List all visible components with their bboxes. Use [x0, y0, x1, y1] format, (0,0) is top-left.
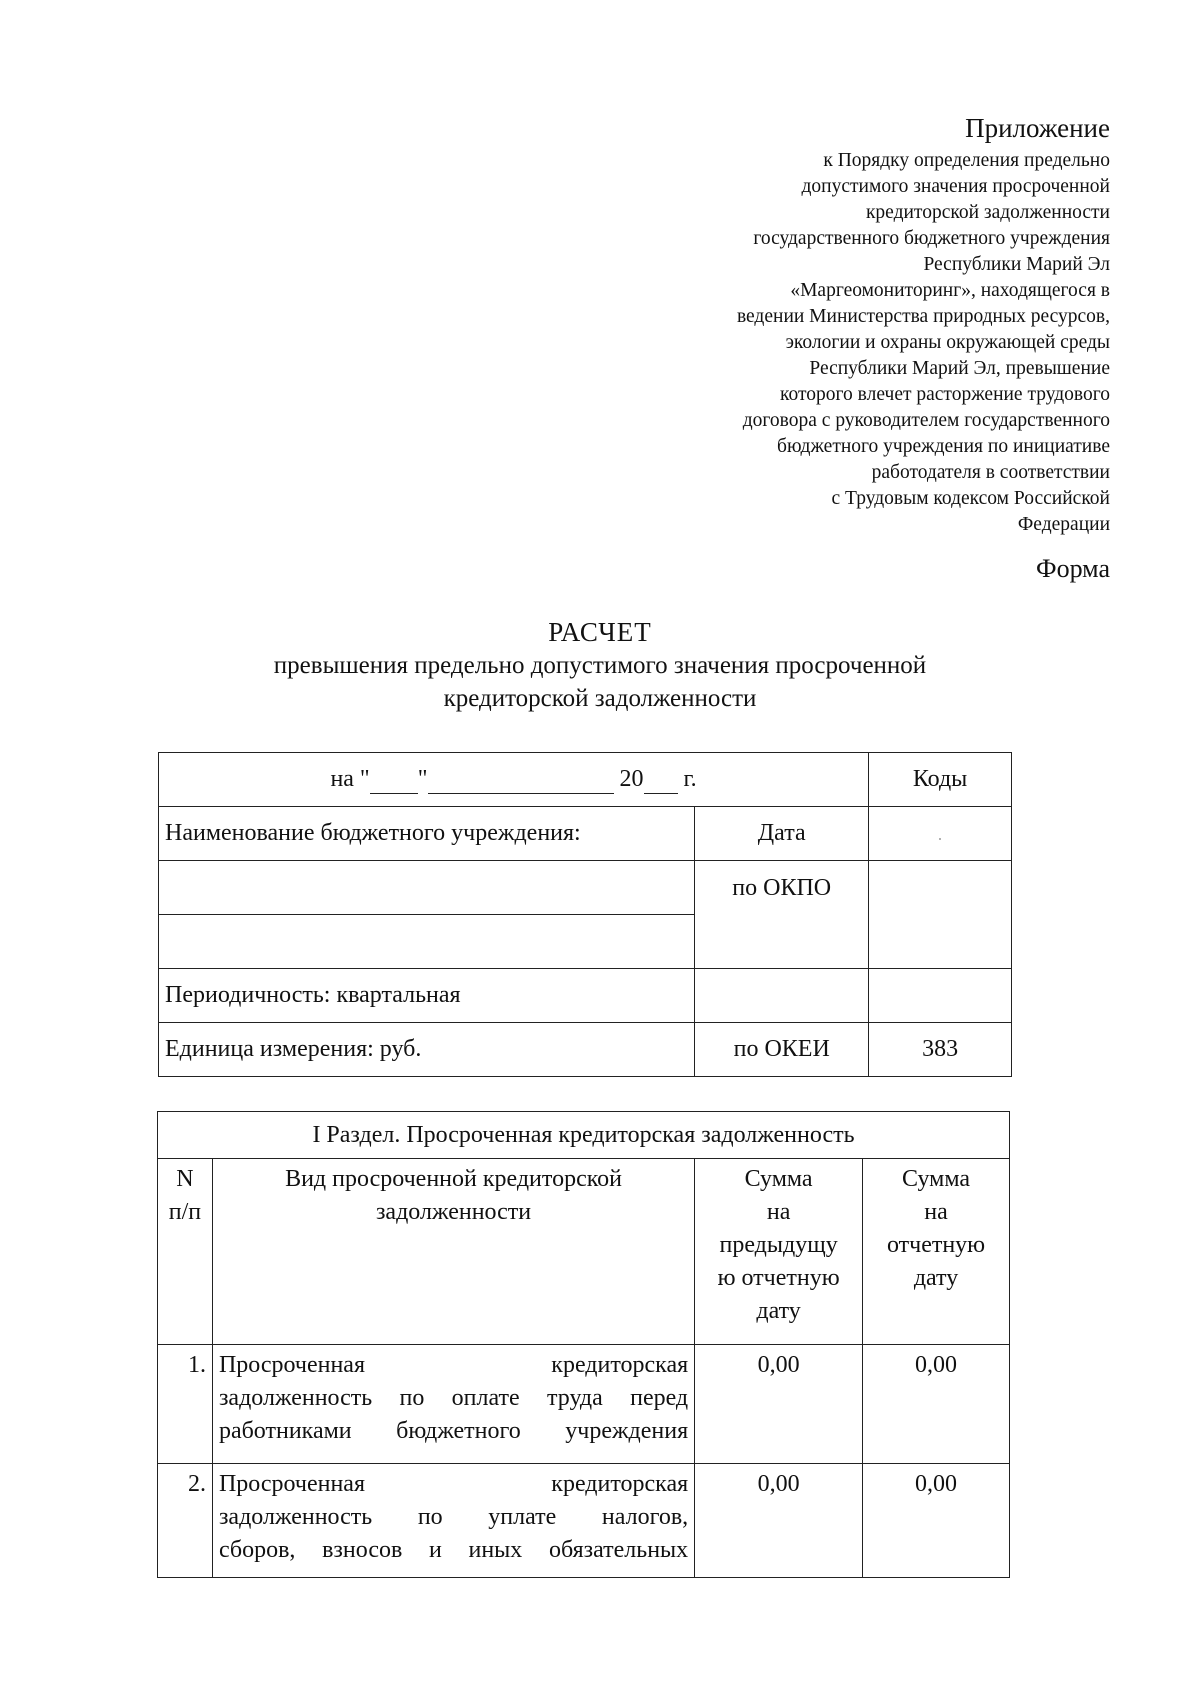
form-label: Форма [1036, 554, 1110, 583]
heading-subtitle-line: кредиторской задолженности [443, 685, 757, 712]
periodicity-empty-cell [695, 969, 869, 1023]
section-title: I Раздел. Просроченная кредиторская задолженность [158, 1112, 1010, 1159]
header-line: дату [756, 1298, 801, 1324]
column-header-number [158, 1159, 213, 1345]
unit-label: Единица измерения: руб. [159, 1023, 695, 1077]
row-previous-sum: 0,00 [695, 1345, 863, 1464]
okei-code: 383 [869, 1023, 1012, 1077]
year-blank [644, 766, 678, 794]
date-prefix: на " [330, 765, 370, 792]
row-description-line: работниками бюджетного учреждения [218, 1418, 689, 1444]
row-previous-sum: 0,00 [695, 1464, 863, 1578]
row-number: 2. [158, 1464, 213, 1578]
appendix-line: кредиторской задолженности [865, 202, 1110, 223]
appendix-line: к Порядку определения предельно [823, 150, 1110, 171]
codes-header: Коды [869, 753, 1012, 807]
appendix-line: ведении Министерства природных ресурсов, [736, 306, 1110, 327]
institution-label: Наименование бюджетного учреждения: [159, 807, 695, 861]
header-line: предыдущу [719, 1232, 838, 1258]
row-description-line: сборов, взносов и иных обязательных [218, 1537, 689, 1563]
header-line: отчетную [886, 1232, 986, 1258]
header-line: на [766, 1199, 791, 1225]
okpo-label: по ОКПО [695, 861, 869, 969]
periodicity-code-cell[interactable] [869, 969, 1012, 1023]
header-line: Сумма [744, 1166, 813, 1192]
row-description-line: Просроченная кредиторская [218, 1471, 689, 1497]
document-heading [150, 615, 1050, 715]
date-year: 20 [619, 765, 644, 792]
appendix-line: которого влечет расторжение трудового [780, 384, 1110, 405]
heading-title: РАСЧЕТ [548, 617, 652, 647]
header-line: задолженности [375, 1199, 532, 1225]
header-line: на [924, 1199, 948, 1225]
column-header-type [212, 1159, 694, 1345]
row-description [212, 1464, 694, 1578]
header-table [158, 752, 1012, 1077]
appendix-line: с Трудовым кодексом Российской [831, 488, 1110, 509]
column-header-previous-sum [695, 1159, 863, 1345]
header-line: дату [913, 1265, 959, 1291]
header-line: Вид просроченной кредиторской [285, 1166, 623, 1192]
appendix-line: Республики Марий Эл, превышение [809, 358, 1110, 379]
row-current-sum: 0,00 [863, 1464, 1010, 1578]
date-quote: " [417, 765, 428, 792]
row-description-line: задолженность по оплате труда перед [218, 1385, 689, 1411]
header-line: п/п [168, 1199, 202, 1225]
row-number: 1. [158, 1345, 213, 1464]
table-row [158, 1464, 1010, 1578]
day-blank [370, 766, 418, 794]
column-header-current-sum [863, 1159, 1010, 1345]
header-line: Сумма [902, 1166, 971, 1192]
appendix-line: бюджетного учреждения по инициативе [777, 436, 1110, 457]
header-line: ю отчетную [717, 1265, 840, 1291]
okei-label: по ОКЕИ [695, 1023, 869, 1077]
appendix-line: «Маргеомониторинг», находящегося в [790, 280, 1110, 301]
row-description-line: Просроченная кредиторская [218, 1352, 689, 1378]
appendix-line: работодателя в соответствии [871, 462, 1110, 483]
institution-name-field-1[interactable] [159, 861, 695, 915]
table-row [158, 1345, 1010, 1464]
date-code-cell[interactable] [869, 807, 1012, 861]
appendix-line: государственного бюджетного учреждения [753, 228, 1110, 249]
appendix-line: экологии и охраны окружающей среды [785, 332, 1110, 353]
scan-dot [939, 838, 941, 840]
month-blank [428, 766, 614, 794]
okpo-code-cell[interactable] [869, 861, 1012, 969]
row-description [212, 1345, 694, 1464]
report-date-cell [159, 753, 869, 807]
heading-subtitle-line: превышения предельно допустимого значения просроченной [273, 652, 927, 679]
appendix-line: договора с руководителем государственного [742, 410, 1110, 431]
section-table [157, 1111, 1010, 1578]
row-current-sum: 0,00 [863, 1345, 1010, 1464]
appendix-line: допустимого значения просроченной [801, 176, 1110, 197]
appendix-line: Федерации [1017, 514, 1110, 535]
date-suffix: г. [683, 765, 697, 792]
appendix-line: Республики Марий Эл [923, 254, 1110, 275]
institution-name-field-2[interactable] [159, 915, 695, 969]
header-line: N [176, 1166, 194, 1192]
appendix-title: Приложение [965, 113, 1110, 143]
appendix-block [590, 112, 1110, 538]
date-label: Дата [695, 807, 869, 861]
periodicity-label: Периодичность: квартальная [159, 969, 695, 1023]
row-description-line: задолженность по уплате налогов, [218, 1504, 689, 1530]
